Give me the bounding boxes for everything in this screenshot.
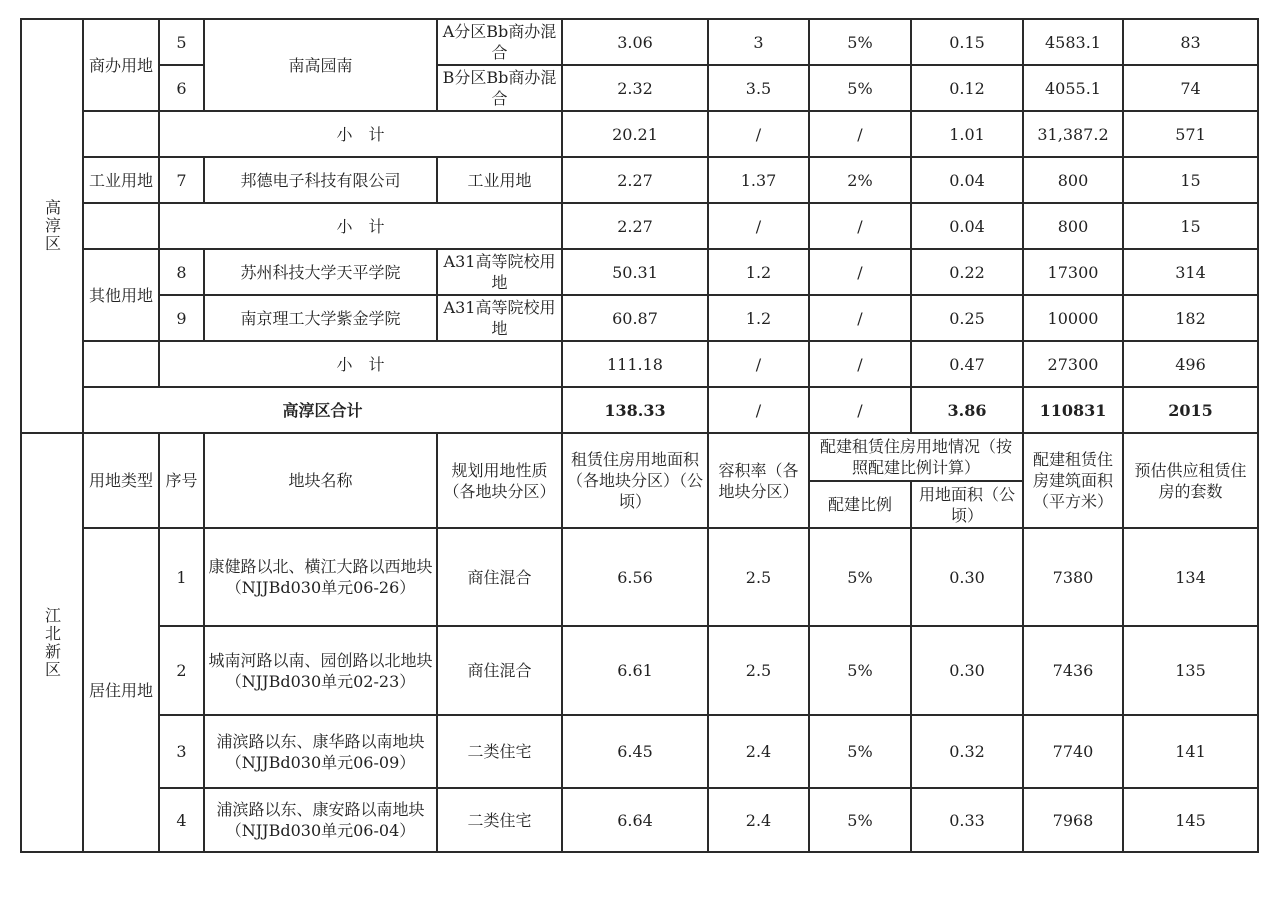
nature-cell: 二类住宅 <box>437 788 562 852</box>
floor-area-cell: 4055.1 <box>1023 65 1123 111</box>
seq-cell: 8 <box>159 249 204 295</box>
units-cell: 134 <box>1123 528 1258 626</box>
seq-cell: 3 <box>159 715 204 788</box>
header-rental-area: 租赁住房用地面积（各地块分区）（公顷） <box>562 433 708 528</box>
area-cell: 2.32 <box>562 65 708 111</box>
far-cell: 2.5 <box>708 528 809 626</box>
far-cell: 1.2 <box>708 295 809 341</box>
nature-cell: 工业用地 <box>437 157 562 203</box>
district-total-row <box>21 387 1258 433</box>
nature-cell: A31高等院校用地 <box>437 249 562 295</box>
subtotal-label: 小 计 <box>159 341 562 387</box>
land-area-cell: 0.15 <box>911 19 1023 65</box>
ratio-cell: / <box>809 295 911 341</box>
ratio-cell: 5% <box>809 528 911 626</box>
ratio-cell: 5% <box>809 626 911 715</box>
land-area-cell: 0.32 <box>911 715 1023 788</box>
floor-area-cell: 10000 <box>1023 295 1123 341</box>
subtotal-label: 小 计 <box>159 111 562 157</box>
area-cell: 2.27 <box>562 203 708 249</box>
area-cell: 2.27 <box>562 157 708 203</box>
floor-area-cell: 27300 <box>1023 341 1123 387</box>
land-type-cell: 其他用地 <box>83 249 159 341</box>
floor-area-cell: 31,387.2 <box>1023 111 1123 157</box>
units-cell: 83 <box>1123 19 1258 65</box>
area-cell: 60.87 <box>562 295 708 341</box>
far-cell: / <box>708 341 809 387</box>
floor-area-cell: 110831 <box>1023 387 1123 433</box>
area-cell: 50.31 <box>562 249 708 295</box>
area-cell: 6.56 <box>562 528 708 626</box>
plot-name-cell: 城南河路以南、园创路以北地块（NJJBd030单元02-23） <box>204 626 437 715</box>
land-supply-table <box>20 18 1259 853</box>
nature-cell: 商住混合 <box>437 528 562 626</box>
units-cell: 496 <box>1123 341 1258 387</box>
header-floor-area: 配建租赁住房建筑面积（平方米） <box>1023 433 1123 528</box>
floor-area-cell: 7740 <box>1023 715 1123 788</box>
seq-cell: 5 <box>159 19 204 65</box>
land-area-cell: 0.04 <box>911 203 1023 249</box>
ratio-cell: 5% <box>809 19 911 65</box>
table-row <box>21 295 1258 341</box>
far-cell: / <box>708 387 809 433</box>
units-cell: 135 <box>1123 626 1258 715</box>
units-cell: 74 <box>1123 65 1258 111</box>
seq-cell: 6 <box>159 65 204 111</box>
ratio-cell: / <box>809 203 911 249</box>
floor-area-cell: 7968 <box>1023 788 1123 852</box>
seq-cell: 7 <box>159 157 204 203</box>
plot-name-cell: 康健路以北、横江大路以西地块（NJJBd030单元06-26） <box>204 528 437 626</box>
table-row <box>21 249 1258 295</box>
table-row <box>21 19 1258 65</box>
area-cell: 6.61 <box>562 626 708 715</box>
floor-area-cell: 7436 <box>1023 626 1123 715</box>
ratio-cell: / <box>809 249 911 295</box>
floor-area-cell: 7380 <box>1023 528 1123 626</box>
land-type-cell: 居住用地 <box>83 528 159 852</box>
district-jiangbei: 江北新区 <box>21 433 83 852</box>
land-area-cell: 0.33 <box>911 788 1023 852</box>
nature-cell: 二类住宅 <box>437 715 562 788</box>
units-cell: 145 <box>1123 788 1258 852</box>
land-type-cell: 工业用地 <box>83 157 159 203</box>
far-cell: / <box>708 111 809 157</box>
far-cell: 2.5 <box>708 626 809 715</box>
area-cell: 138.33 <box>562 387 708 433</box>
table-row <box>21 528 1258 626</box>
ratio-cell: 5% <box>809 788 911 852</box>
land-area-cell: 3.86 <box>911 387 1023 433</box>
header-land-area: 用地面积（公顷） <box>911 481 1023 528</box>
ratio-cell: 5% <box>809 65 911 111</box>
header-allocation: 配建租赁住房用地情况（按照配建比例计算） <box>809 433 1023 481</box>
nature-cell: A31高等院校用地 <box>437 295 562 341</box>
ratio-cell: / <box>809 341 911 387</box>
seq-cell: 4 <box>159 788 204 852</box>
land-area-cell: 1.01 <box>911 111 1023 157</box>
plot-name-cell: 苏州科技大学天平学院 <box>204 249 437 295</box>
far-cell: 1.2 <box>708 249 809 295</box>
land-area-cell: 0.47 <box>911 341 1023 387</box>
ratio-cell: / <box>809 387 911 433</box>
land-area-cell: 0.12 <box>911 65 1023 111</box>
units-cell: 182 <box>1123 295 1258 341</box>
floor-area-cell: 800 <box>1023 157 1123 203</box>
units-cell: 15 <box>1123 203 1258 249</box>
header-land-type: 用地类型 <box>83 433 159 528</box>
empty-type-cell <box>83 203 159 249</box>
area-cell: 20.21 <box>562 111 708 157</box>
plot-name-cell: 浦滨路以东、康华路以南地块（NJJBd030单元06-09） <box>204 715 437 788</box>
total-label: 高淳区合计 <box>83 387 562 433</box>
header-row <box>21 433 1258 481</box>
floor-area-cell: 17300 <box>1023 249 1123 295</box>
plot-name-cell: 邦德电子科技有限公司 <box>204 157 437 203</box>
area-cell: 111.18 <box>562 341 708 387</box>
units-cell: 15 <box>1123 157 1258 203</box>
subtotal-label: 小 计 <box>159 203 562 249</box>
far-cell: 1.37 <box>708 157 809 203</box>
ratio-cell: / <box>809 111 911 157</box>
land-area-cell: 0.25 <box>911 295 1023 341</box>
header-nature: 规划用地性质（各地块分区） <box>437 433 562 528</box>
floor-area-cell: 800 <box>1023 203 1123 249</box>
nature-cell: A分区Bb商办混合 <box>437 19 562 65</box>
seq-cell: 9 <box>159 295 204 341</box>
land-area-cell: 0.30 <box>911 528 1023 626</box>
plot-name-cell: 南高园南 <box>204 19 437 111</box>
table-row <box>21 715 1258 788</box>
land-area-cell: 0.22 <box>911 249 1023 295</box>
subtotal-row <box>21 341 1258 387</box>
table-row <box>21 626 1258 715</box>
empty-type-cell <box>83 341 159 387</box>
floor-area-cell: 4583.1 <box>1023 19 1123 65</box>
header-seq: 序号 <box>159 433 204 528</box>
plot-name-cell: 浦滨路以东、康安路以南地块（NJJBd030单元06-04） <box>204 788 437 852</box>
far-cell: 3 <box>708 19 809 65</box>
land-area-cell: 0.04 <box>911 157 1023 203</box>
nature-cell: 商住混合 <box>437 626 562 715</box>
header-plot-name: 地块名称 <box>204 433 437 528</box>
far-cell: 2.4 <box>708 715 809 788</box>
units-cell: 141 <box>1123 715 1258 788</box>
subtotal-row <box>21 203 1258 249</box>
area-cell: 6.45 <box>562 715 708 788</box>
header-units: 预估供应租赁住房的套数 <box>1123 433 1258 528</box>
seq-cell: 1 <box>159 528 204 626</box>
land-type-cell: 商办用地 <box>83 19 159 111</box>
far-cell: 2.4 <box>708 788 809 852</box>
ratio-cell: 5% <box>809 715 911 788</box>
units-cell: 571 <box>1123 111 1258 157</box>
empty-type-cell <box>83 111 159 157</box>
seq-cell: 2 <box>159 626 204 715</box>
district-gaochun: 高淳区 <box>21 19 83 433</box>
header-alloc-ratio: 配建比例 <box>809 481 911 528</box>
header-far: 容积率（各地块分区） <box>708 433 809 528</box>
far-cell: 3.5 <box>708 65 809 111</box>
area-cell: 3.06 <box>562 19 708 65</box>
nature-cell: B分区Bb商办混合 <box>437 65 562 111</box>
land-area-cell: 0.30 <box>911 626 1023 715</box>
area-cell: 6.64 <box>562 788 708 852</box>
units-cell: 2015 <box>1123 387 1258 433</box>
ratio-cell: 2% <box>809 157 911 203</box>
subtotal-row <box>21 111 1258 157</box>
table-row <box>21 788 1258 852</box>
far-cell: / <box>708 203 809 249</box>
units-cell: 314 <box>1123 249 1258 295</box>
table-row <box>21 157 1258 203</box>
plot-name-cell: 南京理工大学紫金学院 <box>204 295 437 341</box>
